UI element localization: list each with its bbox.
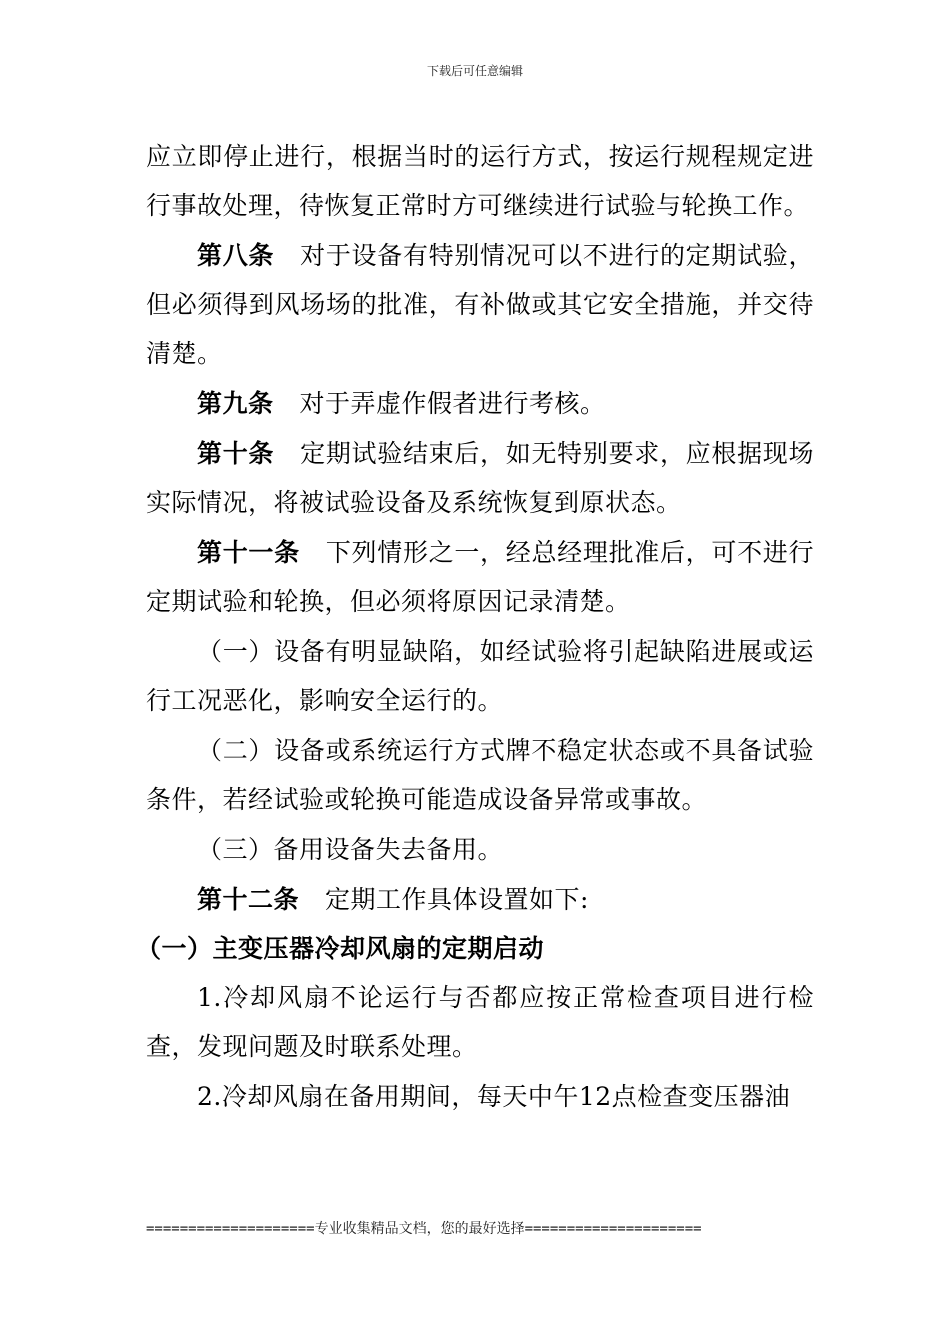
article-9 bbox=[146, 379, 814, 428]
paragraph-text: （三）备用设备失去备用。 bbox=[197, 835, 504, 864]
paragraph-text: 2.冷却风扇在备用期间，每天中午12点检查变压器油 bbox=[197, 1082, 791, 1111]
paragraph-text: 下列情形之一，经总经理批准后，可不进行定期试验和轮换，但必须将原因记录清楚。 bbox=[146, 538, 814, 616]
list-item-3 bbox=[146, 825, 814, 874]
paragraph-text: （二）设备或系统运行方式牌不稳定状态或不具备试验条件，若经试验或轮换可能造成设备异常或事故。 bbox=[146, 736, 814, 814]
numbered-item-2 bbox=[146, 1072, 814, 1121]
numbered-item-1 bbox=[146, 973, 814, 1071]
section-title: （一）主变压器冷却风扇的定期启动 bbox=[136, 934, 545, 963]
list-item-1 bbox=[146, 627, 814, 725]
paragraph-text: 对于设备有特别情况可以不进行的定期试验，但必须得到风场场的批准，有补做或其它安全措施，并交待清楚。 bbox=[146, 241, 814, 368]
article-10 bbox=[146, 429, 814, 527]
article-number: 第八条 bbox=[197, 241, 275, 270]
article-8 bbox=[146, 231, 814, 378]
paragraph-text: 应立即停止进行，根据当时的运行方式，按运行规程规定进行事故处理，待恢复正常时方可继续进行试验与轮换工作。 bbox=[146, 142, 814, 220]
paragraph-text: 定期试验结束后，如无特别要求，应根据现场实际情况，将被试验设备及系统恢复到原状态。 bbox=[146, 439, 814, 517]
article-11 bbox=[146, 528, 814, 626]
paragraph-text: 1.冷却风扇不论运行与否都应按正常检查项目进行检查，发现问题及时联系处理。 bbox=[146, 983, 814, 1061]
page-header: 下载后可任意编辑 bbox=[426, 64, 523, 78]
article-12 bbox=[146, 875, 814, 924]
paragraph-text: （一）设备有明显缺陷，如经试验将引起缺陷进展或运行工况恶化，影响安全运行的。 bbox=[146, 637, 814, 715]
article-number: 第十条 bbox=[197, 439, 275, 468]
article-number: 第九条 bbox=[197, 389, 274, 418]
document-body bbox=[136, 132, 814, 1121]
article-number: 第十一条 bbox=[197, 538, 300, 567]
paragraph-text: 定期工作具体设置如下: bbox=[325, 885, 589, 914]
page-footer: ====================专业收集精品文档，您的最好选择===================== bbox=[146, 1221, 702, 1237]
article-number: 第十二条 bbox=[197, 885, 300, 914]
paragraph-continuation bbox=[146, 132, 814, 230]
paragraph-text: 对于弄虚作假者进行考核。 bbox=[299, 389, 606, 418]
list-item-2 bbox=[146, 726, 814, 824]
